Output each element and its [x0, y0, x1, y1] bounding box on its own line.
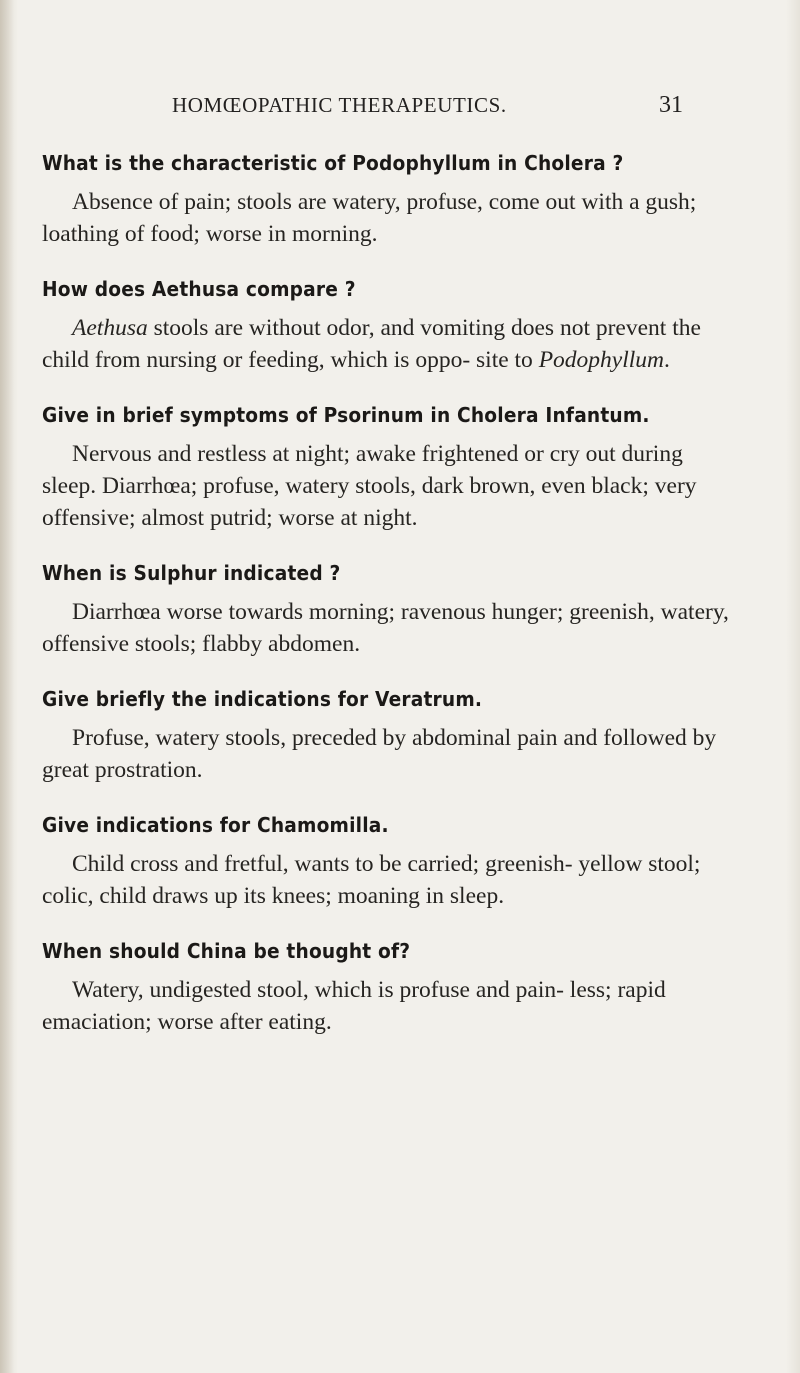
- answer-paragraph: Nervous and restless at night; awake frightened or cry out during sleep. Diarrhœa; profuse, watery stools, dark brown, even black; very offensive; almost putrid; worse at night.: [42, 441, 697, 531]
- qa-block: [42, 276, 732, 376]
- answer-text: stools are without odor, and vomiting does not prevent the child from nursing or feeding, which is oppo- site to: [42, 315, 701, 373]
- answer-paragraph: Child cross and fretful, wants to be carried; greenish- yellow stool; colic, child draws up its knees; moaning in sleep.: [42, 851, 701, 909]
- italic-remedy-name: Podophyllum: [538, 347, 665, 373]
- qa-block: [42, 686, 732, 786]
- qa-block: [42, 402, 732, 534]
- question-heading: Give indications for Chamomilla.: [42, 813, 389, 837]
- qa-block: [42, 938, 732, 1038]
- answer-text-end: .: [664, 347, 670, 373]
- question-heading: When is Sulphur indicated ?: [42, 561, 341, 585]
- answer-paragraph: Watery, undigested stool, which is profuse and pain- less; rapid emaciation; worse after eating.: [42, 977, 666, 1035]
- question-heading: How does Aethusa compare ?: [42, 277, 356, 301]
- question-heading: Give briefly the indications for Veratrum.: [42, 687, 483, 711]
- qa-block: [42, 812, 732, 912]
- answer-paragraph: Diarrhœa worse towards morning; ravenous hunger; greenish, watery, offensive stools; flabby abdomen.: [42, 599, 729, 657]
- running-head: HOMŒOPATHIC THERAPEUTICS.: [172, 93, 507, 117]
- question-heading: When should China be thought of?: [42, 939, 411, 963]
- answer-paragraph: [42, 312, 732, 376]
- page-gutter-shadow: [0, 0, 14, 1373]
- qa-block: [42, 560, 732, 660]
- page-number: 31: [659, 92, 683, 118]
- question-heading: What is the characteristic of Podophyllum in Cholera ?: [42, 151, 624, 175]
- answer-paragraph: Absence of pain; stools are watery, profuse, come out with a gush; loathing of food; worse in morning.: [42, 189, 697, 247]
- qa-block: [42, 150, 732, 250]
- question-heading: Give in brief symptoms of Psorinum in Cholera Infantum.: [42, 403, 650, 427]
- page-body: [42, 150, 732, 1064]
- answer-paragraph: Profuse, watery stools, preceded by abdominal pain and followed by great prostration.: [42, 725, 717, 783]
- italic-remedy-name: Aethusa: [72, 315, 148, 341]
